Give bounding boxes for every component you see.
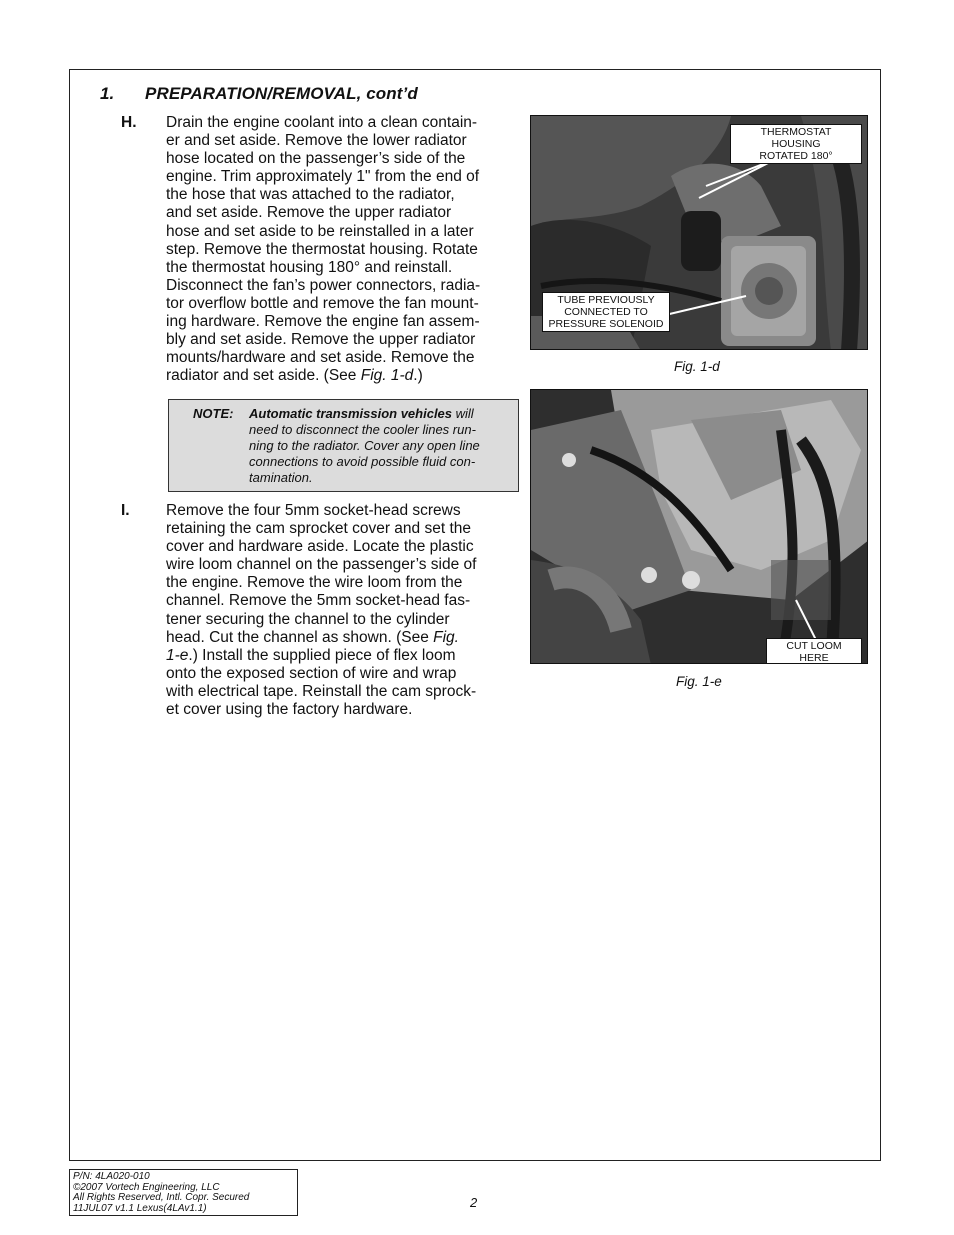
- text-line: Disconnect the fan’s power connectors, radia-: [166, 276, 481, 294]
- text-line: tamination.: [249, 470, 313, 485]
- text-line: wire loom channel on the passenger’s side of: [166, 556, 477, 574]
- engine-photo-fig-1e: [530, 389, 868, 664]
- text-line: the thermostat housing 180° and reinstall.: [166, 258, 453, 276]
- page-number: 2: [470, 1195, 478, 1210]
- note-emphasis: Automatic transmission vehicles: [249, 406, 453, 421]
- step-i-letter: I.: [121, 502, 130, 519]
- step-i-text: [166, 502, 516, 719]
- figure-caption-1e: Fig. 1-e: [676, 674, 722, 689]
- text-fragment: .): [413, 367, 423, 385]
- text-line: hose located on the passenger’s side of the: [166, 150, 466, 168]
- text-fragment: will: [452, 406, 474, 421]
- footer-line: 11JUL07 v1.1 Lexus(4LAv1.1): [73, 1202, 207, 1214]
- callout-line: THERMOSTAT HOUSING: [760, 126, 832, 150]
- text-line: mounts/hardware and set aside. Remove the: [166, 349, 475, 367]
- text-line: [166, 647, 516, 665]
- text-line: step. Remove the thermostat housing. Rotate: [166, 240, 478, 258]
- text-line: bly and set aside. Remove the upper radiator: [166, 331, 476, 349]
- section-heading: [100, 84, 418, 104]
- note-box: [168, 399, 519, 492]
- callout-thermostat-housing: [730, 124, 862, 164]
- note-label: NOTE:: [193, 406, 234, 421]
- text-fragment: radiator and set aside. (See: [166, 367, 361, 385]
- text-fragment: head. Cut the channel as shown. (See: [166, 628, 434, 646]
- text-line: tener securing the channel to the cylinder: [166, 610, 450, 628]
- footer-line: P/N: 4LA020-010: [73, 1171, 150, 1182]
- figure-reference: 1-e: [166, 646, 189, 664]
- text-line: ning to the radiator. Cover any open line: [249, 438, 480, 453]
- text-line: hose and set aside to be reinstalled in a later: [166, 222, 474, 240]
- footer-line: All Rights Reserved, Intl. Copr. Secured: [73, 1192, 250, 1203]
- text-line: the engine. Remove the wire loom from the: [166, 574, 463, 592]
- callout-line: PRESSURE SOLENOID: [548, 318, 664, 330]
- text-line: ing hardware. Remove the engine fan assem-: [166, 313, 480, 331]
- section-title: PREPARATION/REMOVAL, cont’d: [145, 84, 418, 103]
- footer-line: ©2007 Vortech Engineering, LLC: [73, 1181, 220, 1193]
- text-line: engine. Trim approximately 1" from the end of: [166, 168, 480, 186]
- callout-line: ROTATED 180°: [759, 150, 833, 162]
- figure-caption-1d: Fig. 1-d: [674, 359, 720, 374]
- engine-photo-fig-1d: [530, 115, 868, 350]
- step-h-letter: H.: [121, 114, 137, 131]
- callout-line: TUBE PREVIOUSLY: [557, 294, 655, 306]
- callout-tube-pressure-solenoid: [542, 292, 670, 332]
- engine-photo-illustration: [531, 390, 868, 664]
- text-line: Drain the engine coolant into a clean contain-: [166, 114, 478, 131]
- text-line: Remove the four 5mm socket-head screws: [166, 502, 461, 519]
- text-fragment: .) Install the supplied piece of flex loom: [188, 646, 456, 664]
- callout-cut-loom: [766, 638, 862, 664]
- text-line: [166, 367, 516, 385]
- figure-reference: Fig. 1-d: [360, 367, 414, 385]
- text-line: [166, 629, 516, 647]
- callout-line: CONNECTED TO: [564, 306, 648, 318]
- text-line: tor overflow bottle and remove the fan mount-: [166, 294, 479, 312]
- text-line: et cover using the factory hardware.: [166, 701, 413, 719]
- step-h-text: [166, 114, 516, 385]
- text-line: er and set aside. Remove the lower radiator: [166, 132, 467, 150]
- text-line: channel. Remove the 5mm socket-head fas-: [166, 592, 471, 610]
- text-line: onto the exposed section of wire and wrap: [166, 664, 457, 682]
- text-line: [249, 406, 511, 422]
- text-line: the hose that was attached to the radiator,: [166, 186, 455, 204]
- figure-reference: Fig.: [433, 628, 459, 646]
- note-body: [249, 406, 511, 486]
- text-line: with electrical tape. Reinstall the cam sprock-: [166, 682, 477, 700]
- text-line: retaining the cam sprocket cover and set the: [166, 520, 471, 538]
- text-line: cover and hardware aside. Locate the plastic: [166, 538, 474, 556]
- text-line: need to disconnect the cooler lines run-: [249, 422, 476, 437]
- section-number: 1.: [100, 84, 115, 103]
- footer-copyright-box: [69, 1169, 298, 1216]
- text-line: and set aside. Remove the upper radiator: [166, 204, 452, 222]
- text-line: connections to avoid possible fluid con-: [249, 454, 476, 469]
- callout-line: CUT LOOM HERE: [786, 640, 842, 664]
